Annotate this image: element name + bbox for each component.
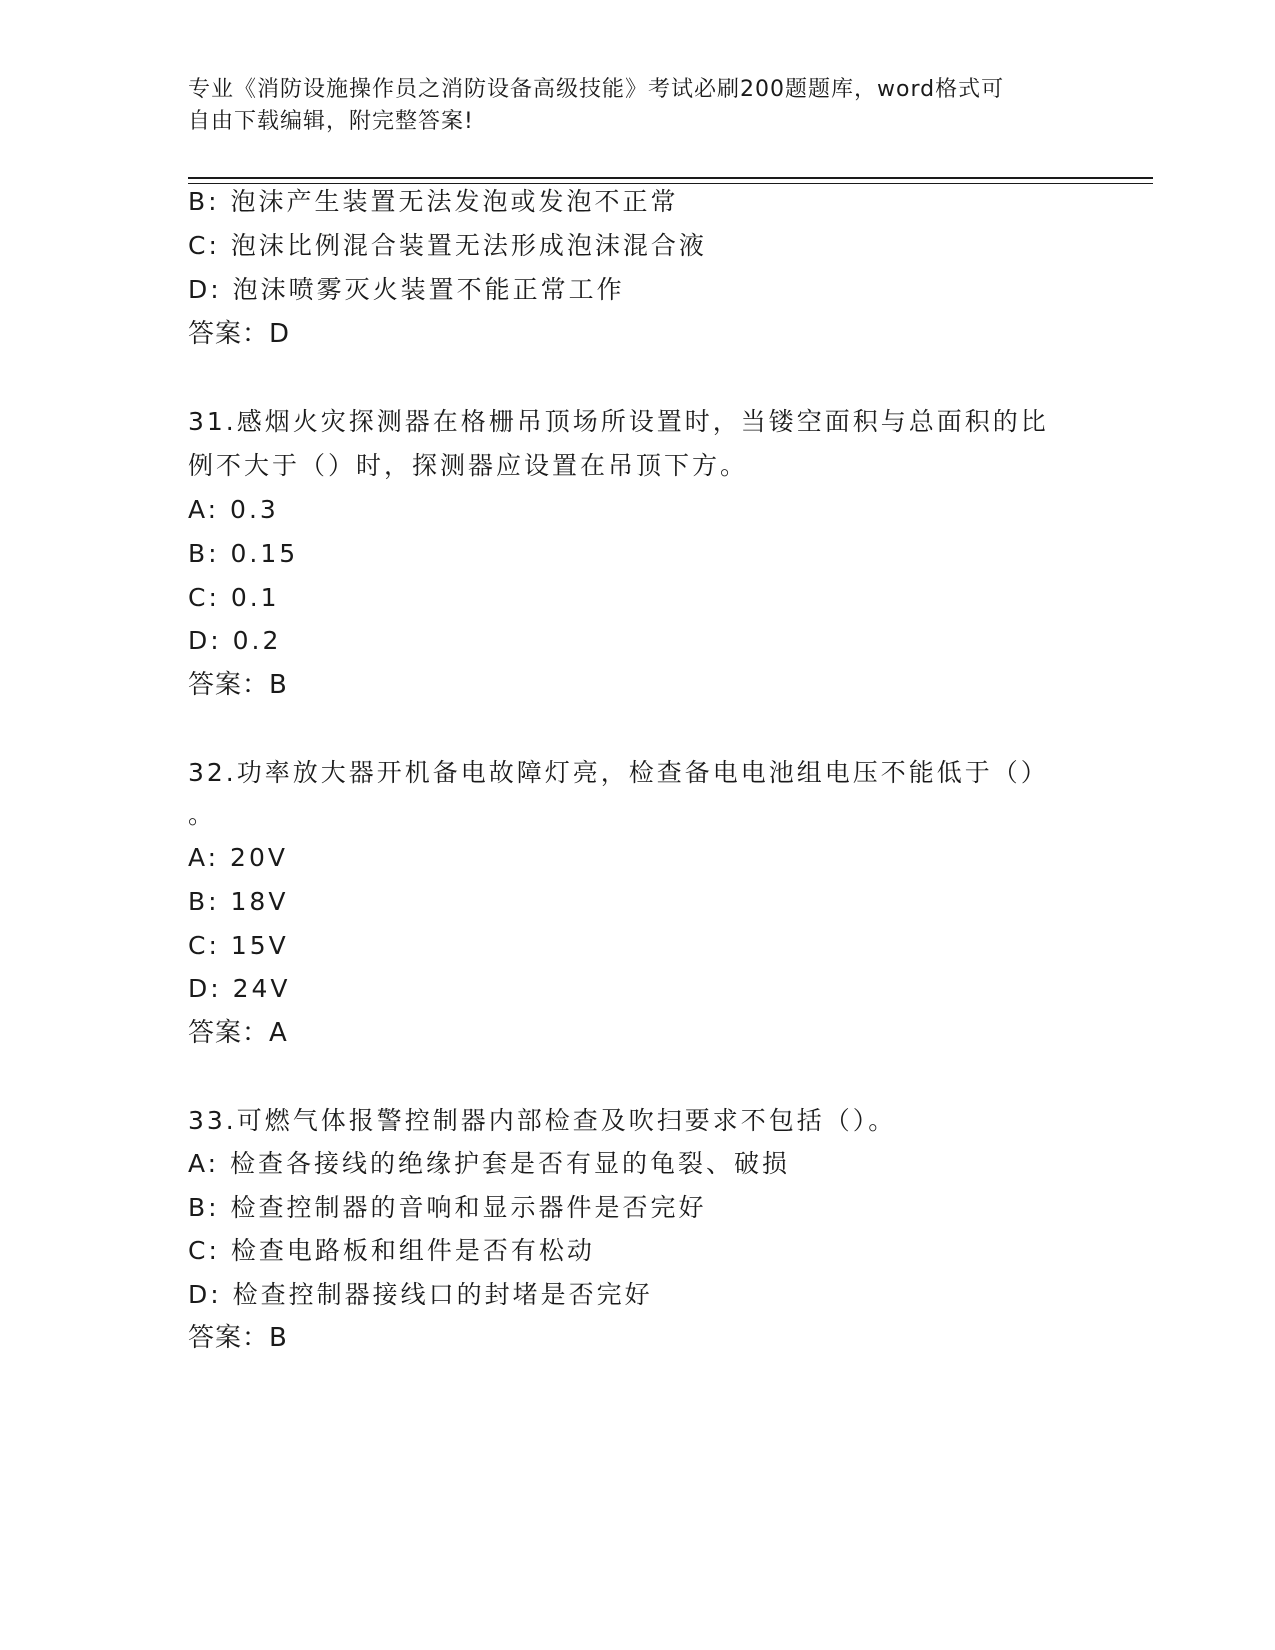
header-divider-thick xyxy=(188,177,1153,179)
q33-answer: 答案：B xyxy=(188,1323,288,1353)
q31-option-a: A: 0.3 xyxy=(188,495,279,524)
q32-option-b: B: 18V xyxy=(188,887,289,916)
prev-option-b: B: 泡沫产生装置无法发泡或发泡不正常 xyxy=(188,187,679,216)
q31-stem-line-2: 例不大于（）时，探测器应设置在吊顶下方。 xyxy=(188,451,749,480)
prev-answer: 答案：D xyxy=(188,319,291,349)
q32-answer: 答案：A xyxy=(188,1018,288,1048)
header-line-1: 专业《消防设施操作员之消防设备高级技能》考试必刷200题题库，word格式可 xyxy=(188,77,1005,102)
q33-option-a: A: 检查各接线的绝缘护套是否有显的龟裂、破损 xyxy=(188,1149,791,1178)
q31-option-b: B: 0.15 xyxy=(188,539,299,568)
header-line-2: 自由下载编辑，附完整答案! xyxy=(188,109,474,134)
q33-option-b: B: 检查控制器的音响和显示器件是否完好 xyxy=(188,1193,707,1222)
header-divider-thin xyxy=(188,183,1153,184)
q32-option-d: D: 24V xyxy=(188,974,291,1003)
q31-answer: 答案：B xyxy=(188,670,288,700)
q31-option-d: D: 0.2 xyxy=(188,626,282,655)
q33-option-d: D: 检查控制器接线口的封堵是否完好 xyxy=(188,1280,653,1309)
q32-stem-line-1: 32.功率放大器开机备电故障灯亮，检查备电电池组电压不能低于（） xyxy=(188,758,1049,787)
q32-stem-line-2: 。 xyxy=(188,800,217,829)
q32-option-a: A: 20V xyxy=(188,843,288,872)
prev-option-d: D: 泡沫喷雾灭火装置不能正常工作 xyxy=(188,275,625,304)
q33-stem-line-1: 33.可燃气体报警控制器内部检查及吹扫要求不包括（）。 xyxy=(188,1106,897,1135)
q32-option-c: C: 15V xyxy=(188,931,289,960)
q33-option-c: C: 检查电路板和组件是否有松动 xyxy=(188,1236,595,1265)
q31-option-c: C: 0.1 xyxy=(188,583,280,612)
document-header xyxy=(188,74,1068,138)
q31-stem-line-1: 31.感烟火灾探测器在格栅吊顶场所设置时，当镂空面积与总面积的比 xyxy=(188,407,1049,436)
prev-option-c: C: 泡沫比例混合装置无法形成泡沫混合液 xyxy=(188,231,707,260)
